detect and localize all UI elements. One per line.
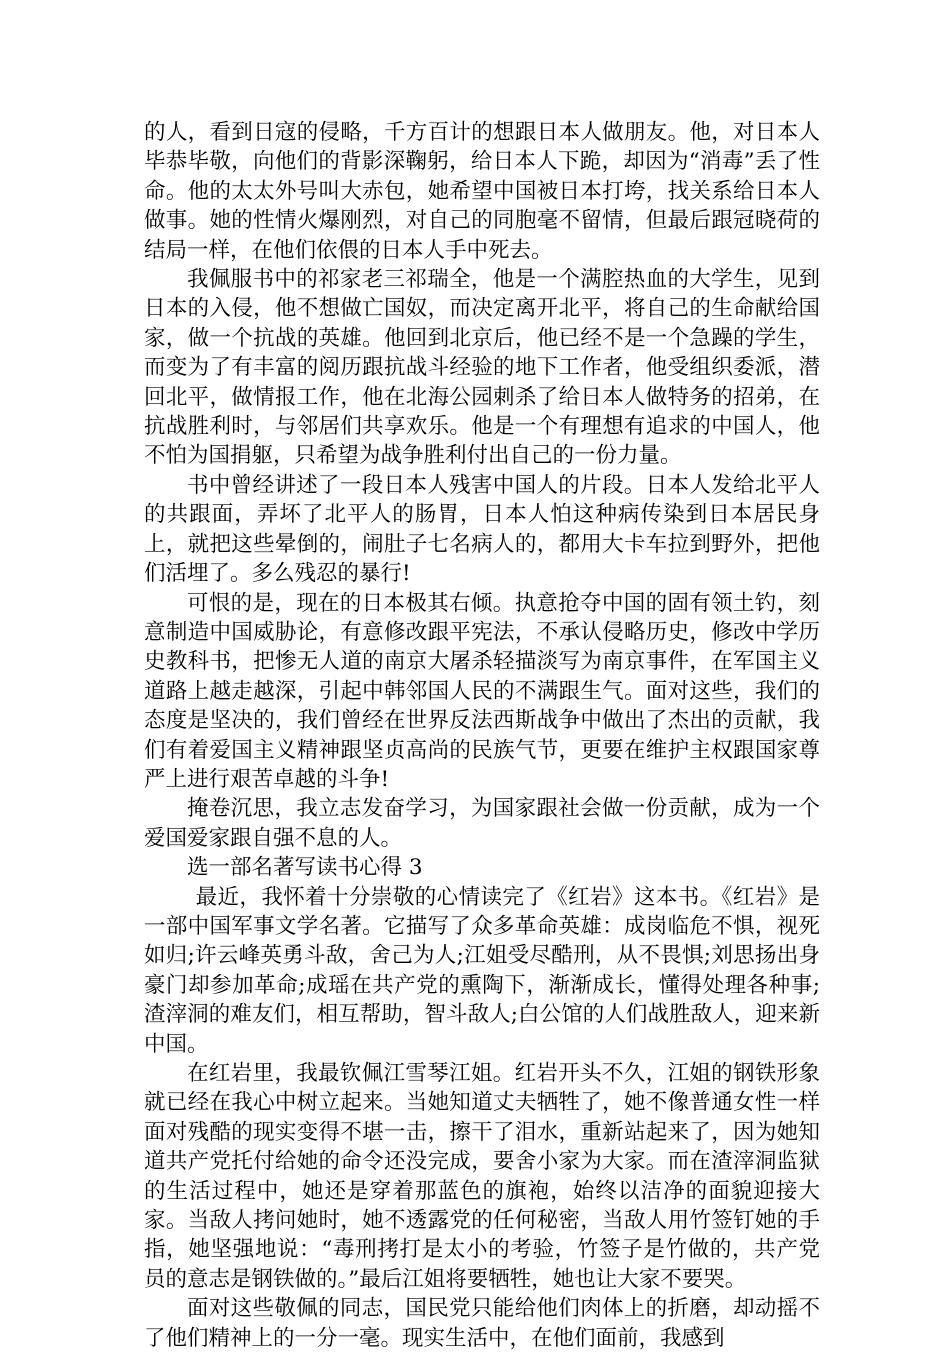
paragraph-5: 掩卷沉思，我立志发奋学习，为国家跟社会做一份贡献，成为一个爱国爱家跟自强不息的人。	[144, 796, 820, 851]
paragraph-1: 的人，看到日寇的侵略，千方百计的想跟日本人做朋友。他，对日本人毕恭毕敬，向他们的背影深鞠躬，给日本人下跪，却因为“消毒”丢了性命。他的太太外号叫大赤包，她希望中国被日本打垮，找关系给日本人做事。她的性情火爆刚烈，对自己的同胞毫不留情，但最后跟冠晓荷的结局一样，在他们依偎的日本人手中死去。	[144, 120, 820, 263]
document-body	[144, 118, 820, 1353]
paragraph-2: 我佩服书中的祁家老三祁瑞全，他是一个满腔热血的大学生，见到日本的入侵，他不想做亡国奴，而决定离开北平，将自己的生命献给国家，做一个抗战的英雄。他回到北京后，他已经不是一个急躁的学生，而变为了有丰富的阅历跟抗战斗经验的地下工作者，他受组织委派，潜回北平，做情报工作，他在北海公园刺杀了给日本人做特务的招弟，在抗战胜利时，与邻居们共享欢乐。他是一个有理想有追求的中国人，他不怕为国捐躯，只希望为战争胜利付出自己的一份力量。	[144, 267, 820, 469]
paragraph-8: 面对这些敬佩的同志，国民党只能给他们肉体上的折磨，却动摇不了他们精神上的一分一毫。现实生活中，在他们面前，我感到	[144, 1296, 820, 1351]
section-heading: 选一部名著写读书心得 3	[187, 855, 423, 881]
paragraph-6: 最近，我怀着十分崇敬的心情读完了《红岩》这本书。《红岩》是一部中国军事文学名著。它描写了众多革命英雄：成岗临危不惧，视死如归;许云峰英勇斗敌，舍己为人;江姐受尽酷刑，从不畏惧;刘思扬出身豪门却参加革命;成瑶在共产党的熏陶下，渐渐成长，懂得处理各种事;渣滓洞的难友们，相互帮助，智斗敌人;白公馆的人们战胜敌人，迎来新中国。	[144, 884, 820, 1057]
paragraph-4: 可恨的是，现在的日本极其右倾。执意抢夺中国的固有领土钓，刻意制造中国威胁论，有意修改跟平宪法，不承认侵略历史，修改中学历史教科书，把惨无人道的南京大屠杀轻描淡写为南京事件，在军国主义道路上越走越深，引起中韩邻国人民的不满跟生气。面对这些，我们的态度是坚决的，我们曾经在世界反法西斯战争中做出了杰出的贡献，我们有着爱国主义精神跟坚贞高尚的民族气节，更要在维护主权跟国家尊严上进行艰苦卓越的斗争!	[144, 590, 820, 792]
paragraph-7: 在红岩里，我最钦佩江雪琴江姐。红岩开头不久，江姐的钢铁形象就已经在我心中树立起来。当她知道丈夫牺牲了，她不像普通女性一样面对残酷的现实变得不堪一击，擦干了泪水，重新站起来了，因为她知道共产党托付给她的命令还没完成，要舍小家为大家。而在渣滓洞监狱的生活过程中，她还是穿着那蓝色的旗袍，始终以洁净的面貌迎接大家。当敌人拷问她时，她不透露党的任何秘密，当敌人用竹签钉她的手指，她坚强地说：“毒刑拷打是太小的考验，竹签子是竹做的，共产党员的意志是钢铁做的。”最后江姐将要牺牲，她也让大家不要哭。	[144, 1061, 820, 1292]
paragraph-3: 书中曾经讲述了一段日本人残害中国人的片段。日本人发给北平人的共跟面，弄坏了北平人的肠胃，日本人怕这种病传染到日本居民身上，就把这些晕倒的，闹肚子七名病人的，都用大卡车拉到野外，把他们活埋了。多么残忍的暴行!	[144, 472, 820, 587]
